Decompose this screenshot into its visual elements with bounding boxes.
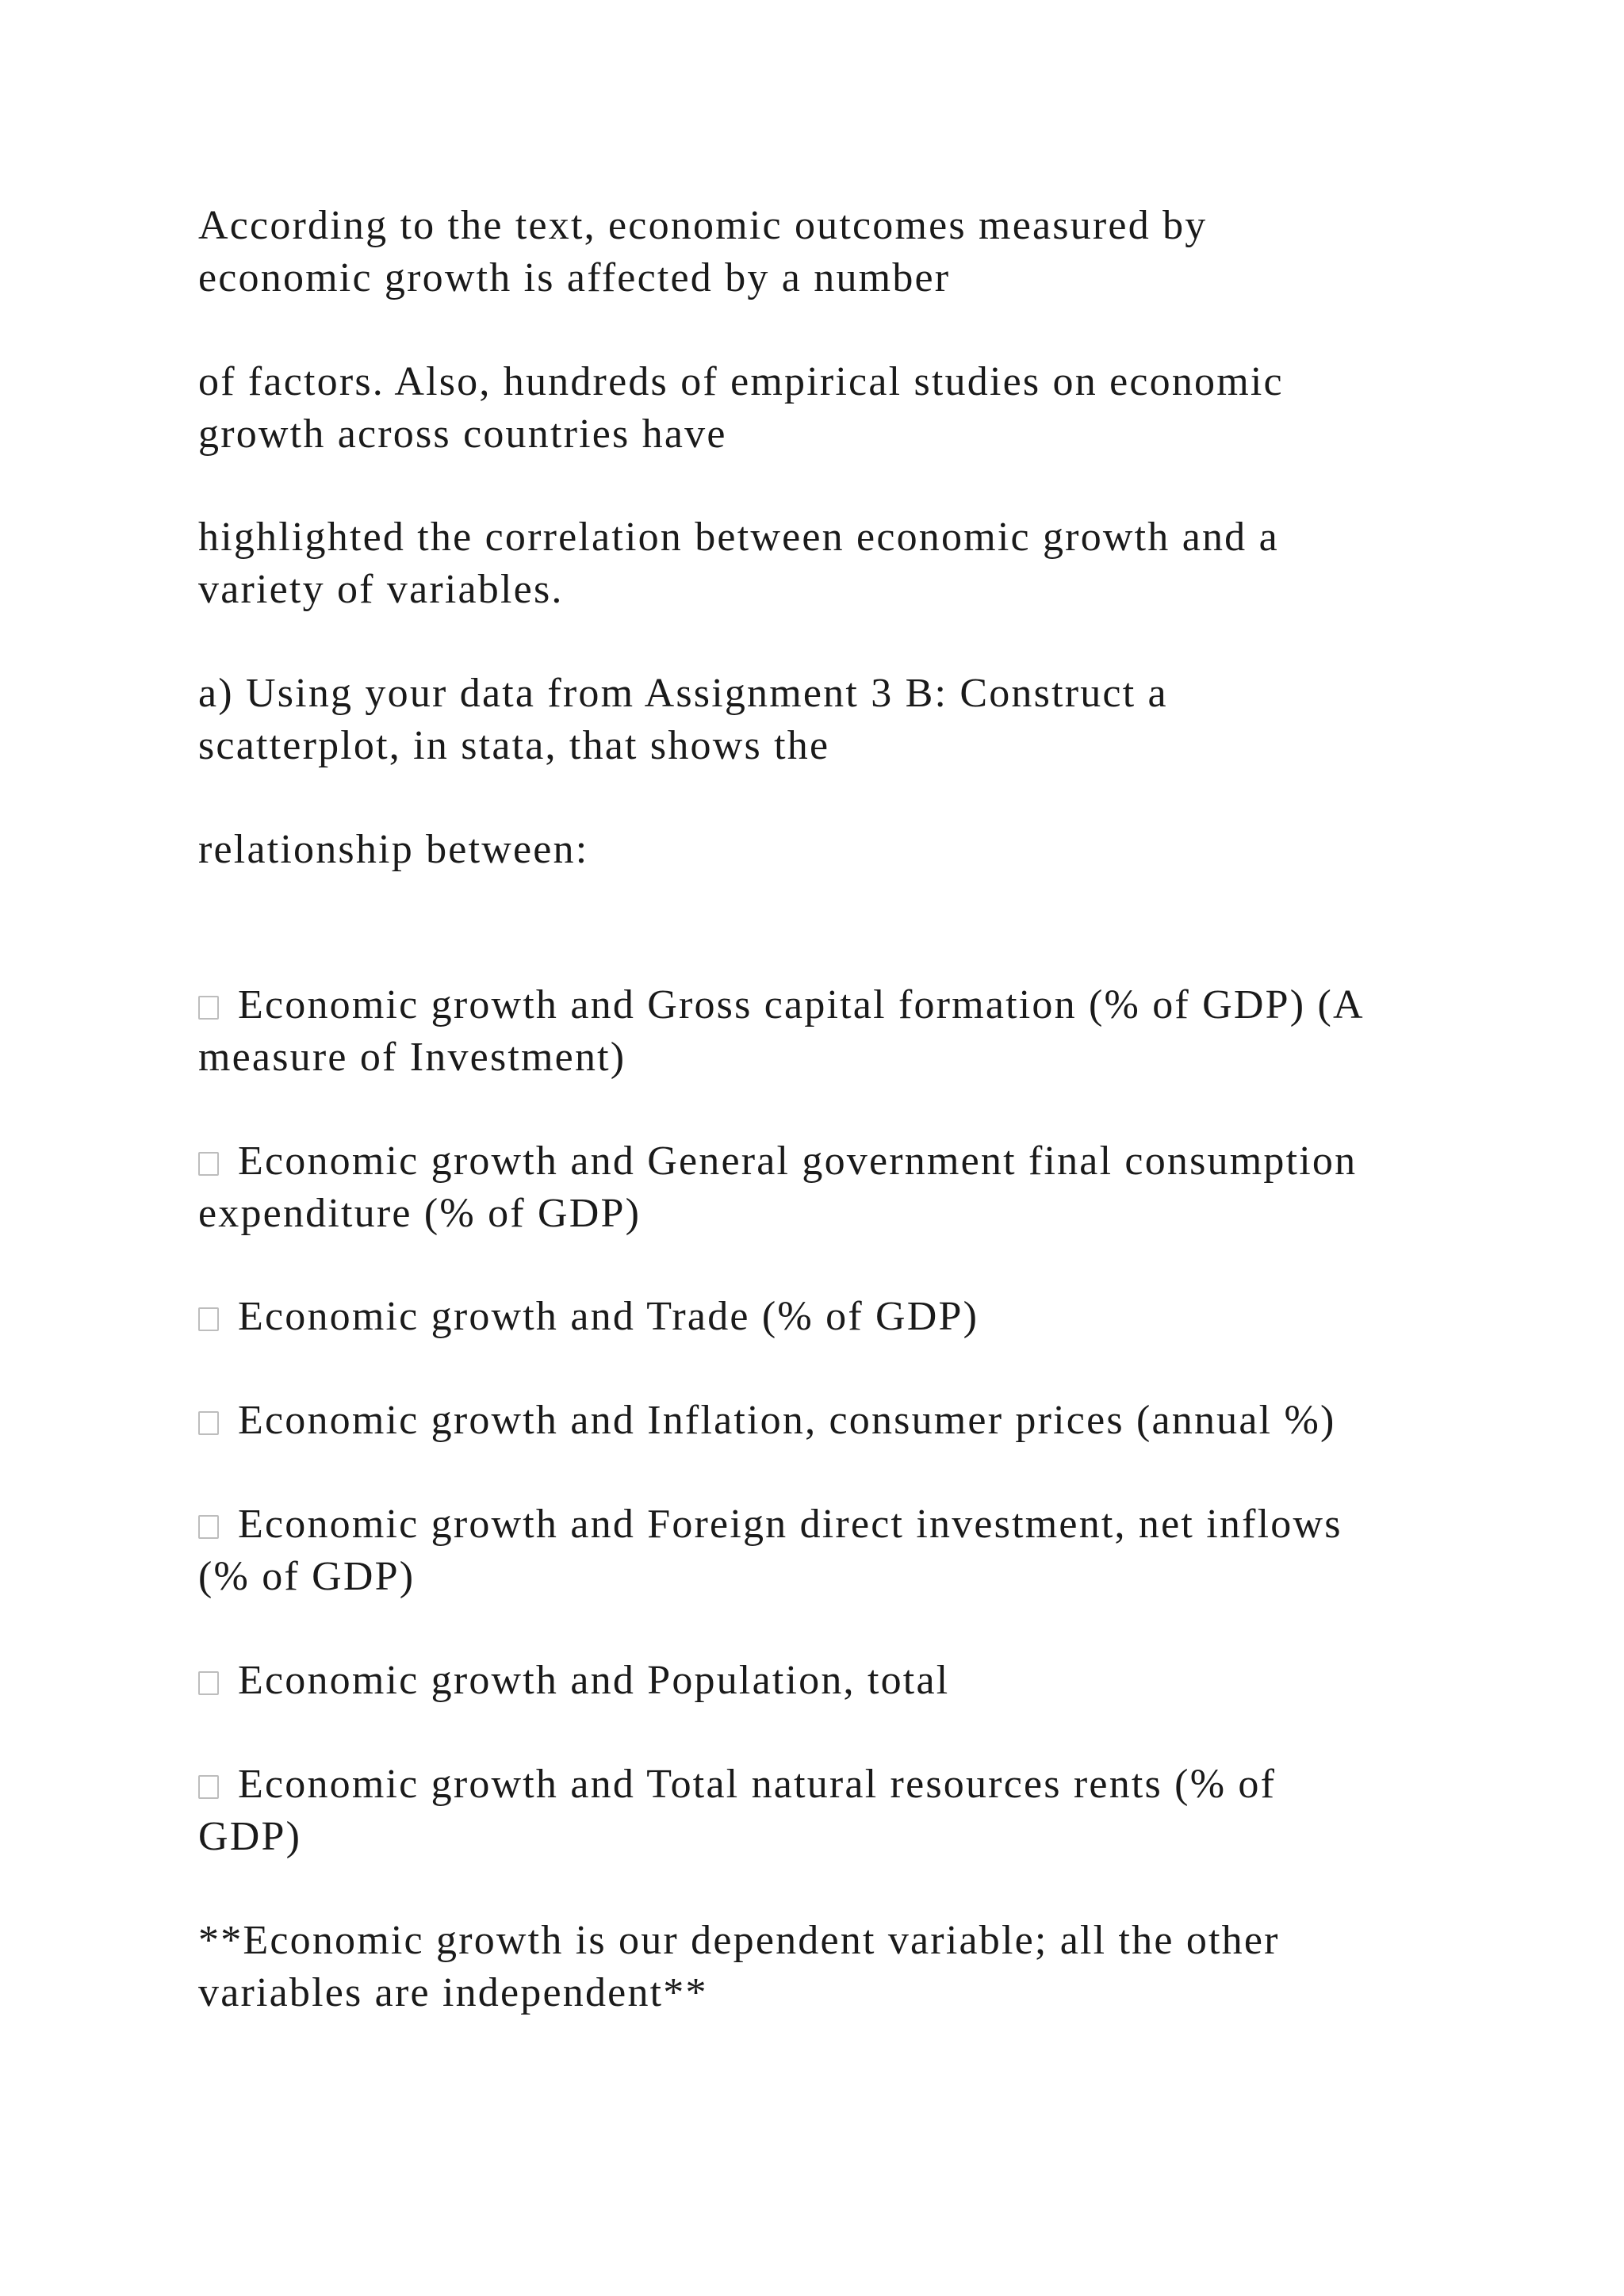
bullet-item-6-line-1 (198, 1660, 949, 1701)
bullet-item-4-text: Economic growth and Inflation, consumer prices (annual %) (238, 1398, 1336, 1443)
bullet-item-1-line-2: measure of Investment) (198, 1035, 626, 1080)
bullet-item-7-line-1 (198, 1764, 1276, 1805)
bullet-item-5-line-2: (% of GDP) (198, 1554, 416, 1599)
paragraph-2-line-1: of factors. Also, hundreds of empirical studies on economic (198, 359, 1284, 404)
paragraph-4-line-2: scatterplot, in stata, that shows the (198, 723, 830, 768)
paragraph-2-line-2: growth across countries have (198, 411, 727, 457)
bullet-item-2-line-2: expenditure (% of GDP) (198, 1191, 642, 1236)
bullet-item-7-text: Economic growth and Total natural resources rents (% of (238, 1762, 1277, 1807)
bullet-box-icon (198, 996, 219, 1020)
bullet-item-1-text: Economic growth and Gross capital formation (% of GDP) (A (238, 982, 1365, 1027)
bullet-item-1-line-1 (198, 982, 1365, 1027)
paragraph-3-line-1: highlighted the correlation between economic growth and a (198, 515, 1279, 560)
bullet-box-icon (198, 1152, 219, 1176)
note-line-2: variables are independent** (198, 1970, 708, 2015)
bullet-item-7-line-2: GDP) (198, 1814, 302, 1859)
paragraph-3-line-2: variety of variables. (198, 567, 564, 612)
bullet-item-6-text: Economic growth and Population, total (238, 1658, 950, 1703)
bullet-item-3-text: Economic growth and Trade (% of GDP) (238, 1294, 979, 1339)
bullet-item-4-line-1 (198, 1400, 1336, 1441)
bullet-box-icon (198, 1671, 219, 1695)
bullet-box-icon (198, 1411, 219, 1435)
paragraph-4-line-1: a) Using your data from Assignment 3 B: Construct a (198, 671, 1168, 716)
bullet-item-5-text: Economic growth and Foreign direct investment, net inflows (238, 1502, 1342, 1547)
paragraph-1-line-1: According to the text, economic outcomes measured by (198, 203, 1208, 248)
bullet-item-3-line-1 (198, 1296, 979, 1337)
paragraph-1-line-2: economic growth is affected by a number (198, 255, 951, 300)
bullet-item-2-line-1 (198, 1138, 1358, 1184)
bullet-box-icon (198, 1307, 219, 1331)
paragraph-5-line-1: relationship between: (198, 827, 589, 872)
bullet-item-5-line-1 (198, 1504, 1342, 1545)
bullet-box-icon (198, 1775, 219, 1799)
bullet-item-2-text: Economic growth and General government final consumption (238, 1138, 1358, 1184)
bullet-box-icon (198, 1515, 219, 1539)
note-line-1: **Economic growth is our dependent variable; all the other (198, 1918, 1280, 1963)
